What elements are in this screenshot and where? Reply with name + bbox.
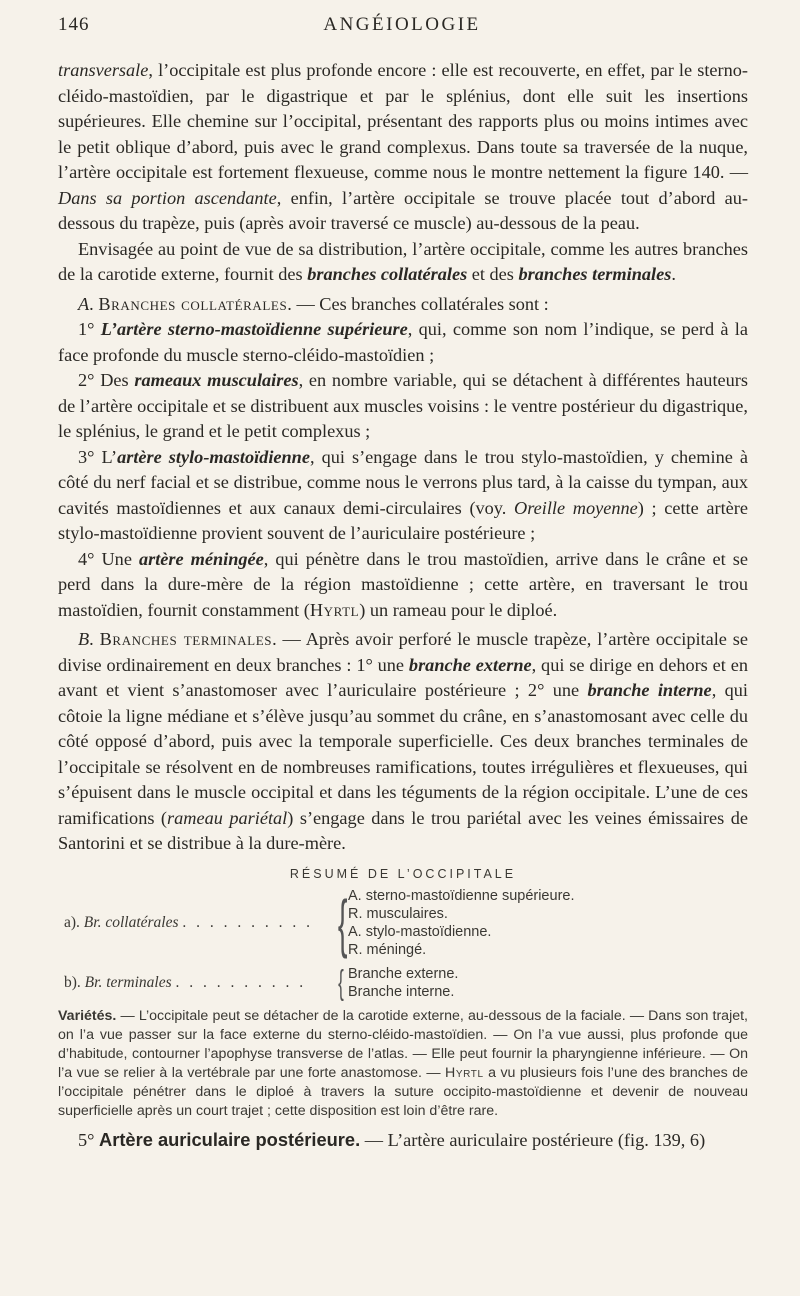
resume-item: A. sterno-mastoïdienne supérieure.	[348, 887, 575, 904]
emphasis: branche externe	[408, 654, 532, 675]
body-text	[58, 58, 748, 1153]
text-run: , qui s’engage dans le trou stylo-mastoïdien, y chemine à côté du nerf facial et se distribue, comme nous le verrons plus tard, à la caisse du tympan, aux cavités mastoïdiennes et aux canaux demi-circulaires (voy.	[58, 446, 748, 518]
emphasis: branches terminales	[518, 264, 672, 284]
page-number: 146	[58, 14, 90, 35]
text-run: ) un rameau pour le diploé.	[359, 599, 558, 620]
group-prefix: a).	[64, 913, 84, 931]
resume-items	[348, 965, 458, 1001]
resume-table	[58, 867, 748, 1001]
emphasis: branche interne	[587, 680, 712, 700]
text-run: , enfin, l’artère occipitale se trouve placée tout d’abord au-dessous du trapèze, puis (après avoir traversé ce muscle) au-dessous de la peau.	[58, 187, 749, 233]
section-a-heading: A. Branches collatérales. — Ces branches collatérales sont :	[78, 293, 549, 314]
emphasis: artère stylo-mastoïdienne	[117, 446, 310, 467]
author-name: Hyrtl	[309, 599, 360, 620]
text-run: , qui se dirige en dehors et en avant et vient s’anastomoser avec l’auriculaire postérieure ; 2° une	[58, 654, 749, 700]
section-title: Artère auriculaire postérieure.	[99, 1128, 361, 1150]
emphasis: rameaux musculaires	[134, 370, 299, 390]
resume-items	[348, 887, 575, 959]
item-number: 2° Des	[78, 370, 135, 390]
text-run: — Après avoir perforé le muscle trapèze, l’artère occipitale se divise ordinairement en deux branches : 1° une	[58, 629, 749, 675]
list-item	[58, 547, 748, 624]
group-prefix: b).	[64, 973, 85, 991]
item-number: 1°	[78, 319, 101, 339]
text-run: .	[671, 264, 676, 284]
section-b-heading: B. Branches terminales. — Après avoir perforé le muscle trapèze, l’artère occipitale se divise ordinairement en deux branches : 1° une branche externe, qui se dirige en dehors et en avant et vient s’anastomoser avec l’auriculaire postérieure ; 2° une branche interne, qui côtoie la ligne médiane et s’élève jusqu’au sommet du crâne, en s’anastomosant avec celle du côté opposé d’abord, puis avec la temporale superficielle. Ces deux branches terminales de l’occipitale se résolvent en de nombreuses ramifications, toutes irrégulières et flexueuses, qui s’épuisent dans le muscle occipital et dans les téguments de la région occipitale. L’une de ces ramifications (rameau pariétal) s’engage dans le trou pariétal avec les veines émissaires de Santorini et se distribue à la dure-mère.	[58, 629, 749, 853]
emphasis: L’artère sterno-mastoïdienne supérieure	[100, 319, 408, 339]
text-run: et des	[467, 264, 519, 284]
resume-group-terminales	[58, 965, 748, 1001]
section-letter: B	[78, 629, 90, 649]
resume-group-collaterales	[58, 887, 748, 959]
resume-item: Branche interne.	[348, 983, 455, 1000]
running-title: ANGÉIOLOGIE	[323, 14, 481, 35]
emphasis: transversale	[58, 60, 149, 80]
text-run: ) ; cette artère stylo-mastoïdienne provient souvent de l’auriculaire postérieure ;	[58, 497, 748, 543]
resume-item: Branche externe.	[348, 965, 459, 982]
resume-item: A. stylo-mastoïdienne.	[348, 923, 492, 940]
group-label: Br. terminales	[84, 973, 172, 991]
resume-item: R. musculaires.	[348, 905, 448, 922]
resume-item: R. méningé.	[348, 941, 427, 958]
text-run: — Ces branches collatérales sont :	[291, 293, 549, 314]
resume-label: b). Br. terminales . . . . . . . . . .	[64, 973, 307, 991]
text-run: Envisagée au point de vue de sa distribution, l’artère occipitale, comme les autres branches de la carotide externe, fournit des	[58, 238, 748, 284]
list-item	[58, 445, 748, 547]
text-run: ) s’engage dans le trou pariétal avec les veines émissaires de Santorini et se distribue à la dure-mère.	[58, 807, 749, 853]
note-heading: Variétés.	[58, 1007, 117, 1024]
list-item	[58, 317, 748, 368]
group-label: Br. collatérales	[83, 913, 179, 931]
item-number: 5°	[78, 1129, 95, 1150]
emphasis: branches collatérales	[307, 264, 468, 284]
varietes-note	[58, 1007, 748, 1121]
emphasis: rameau pariétal	[167, 807, 288, 828]
emphasis: artère méningée	[138, 548, 264, 569]
emphasis: Dans sa portion ascendante	[58, 187, 277, 208]
paragraph	[58, 58, 748, 237]
text-run: — L’occipitale peut se détacher de la carotide externe, au-dessous de la faciale. — Dans son trajet, on l’a vue passer sur la face externe du sterno-cléido-mastoïdien. — On l’a vue aussi, plus profonde que d’habitude, contourner l’apophyse transverse de l’atlas. — Elle peut fournir la pharyngienne inférieure. — On l’a vue se relier à la vertébrale par une forte anastomose. —	[58, 1007, 748, 1081]
text-run: , en nombre variable, qui se détachent à différentes hauteurs de l’artère occipitale et se distribuent aux muscles voisins : le ventre postérieur du digastrique, le splénius, le grand et le petit complexus ;	[58, 370, 748, 441]
section-title: Branches collatérales	[98, 293, 288, 314]
brace-icon: {	[337, 886, 348, 959]
text-run: — L’artère auriculaire postérieure (fig. 139, 6)	[360, 1129, 706, 1150]
list-item	[58, 368, 748, 445]
section-5-heading	[58, 1127, 748, 1154]
text-run: , l’occipitale est plus profonde encore : elle est recouverte, en effet, par le sterno-cléido-mastoïdien, par le digastrique et par le splénius, dont elle suit les insertions supérieures. Elle chemine sur l’occipital, présentant des rapports plus ou moins intimes avec le petit oblique d’abord, puis avec le grand complexus. Dans toute sa traversée de la nuque, l’artère occipitale est fortement flexueuse, comme nous le montre nettement la figure 140. —	[58, 60, 748, 182]
text-run: , qui côtoie la ligne médiane et s’élève jusqu’au sommet du crâne, en s’anastomosant avec celle du côté opposé d’abord, puis avec la temporale superficielle. Ces deux branches terminales de l’occipitale se résolvent en de nombreuses ramifications, toutes irrégulières et flexueuses, qui s’épuisent dans le muscle occipital et dans les téguments de la région occipitale. L’une de ces ramifications (	[58, 680, 748, 828]
resume-title: RÉSUMÉ DE L’OCCIPITALE	[289, 866, 517, 881]
page-header	[58, 14, 746, 38]
paragraph	[58, 237, 748, 288]
brace-icon: {	[338, 963, 344, 1002]
emphasis: Oreille moyenne	[514, 497, 638, 518]
author-name: Hyrtl	[445, 1064, 484, 1081]
item-number: 3° L’	[78, 446, 118, 467]
text-run: , qui pénètre dans le trou mastoïdien, arrive dans le crâne et se perd dans la dure-mère de la région mastoïdienne ; cette artère, en traversant le trou mastoïdien, fournit constamment (	[58, 548, 748, 620]
resume-label: a). Br. collatérales . . . . . . . . . .	[64, 913, 314, 931]
text-run: a vu plusieurs fois l’une des branches de l’occipitale pénétrer dans le diploé à travers la suture occipito-mastoïdienne et devenir de nouveau superficielle après un court trajet ; cette disposition est loin d’être rare.	[58, 1064, 748, 1119]
section-letter: A	[78, 293, 90, 314]
section-title: Branches terminales	[99, 629, 273, 649]
text-run: , qui, comme son nom l’indique, se perd à la face profonde du muscle sterno-cléido-mastoïdien ;	[58, 319, 748, 365]
item-number: 4° Une	[78, 548, 139, 569]
